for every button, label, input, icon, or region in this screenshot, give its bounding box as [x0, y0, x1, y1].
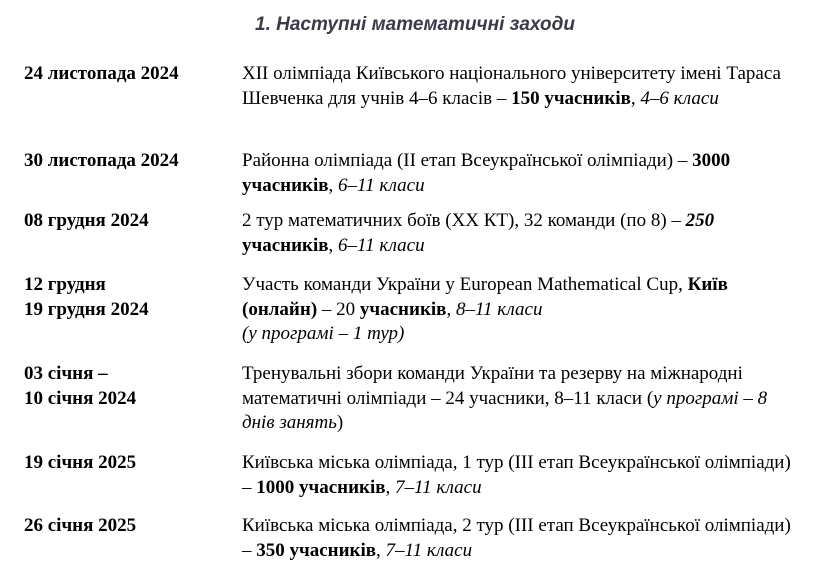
event-description-segment: 4–6 класи	[640, 87, 719, 109]
section-heading: 1. Наступні математичні заходи	[255, 14, 575, 35]
event-description-segment: 1000 учасників	[256, 476, 386, 498]
event-description-segment: Київ (онлайн)	[242, 274, 733, 320]
event-date	[24, 149, 234, 174]
event-description-segment: ,	[328, 234, 339, 256]
event-date-line: 10 січня 2024	[24, 387, 137, 409]
event-description	[242, 62, 802, 111]
event-description-segment: 150 учасників	[511, 87, 631, 109]
event-description	[242, 149, 802, 198]
event-description-segment: ,	[446, 298, 456, 320]
event-description-segment: ,	[376, 539, 386, 561]
event-date-line: 24 листопада 2024	[24, 63, 179, 84]
event-description-segment: учасників	[359, 298, 447, 320]
event-description-segment: 350 учасників	[256, 539, 377, 561]
event-description	[242, 514, 802, 563]
event-description-segment: 8–11 класи	[455, 298, 543, 320]
event-date	[24, 362, 234, 411]
event-description-segment: Київська міська олімпіада, 2 тур (ІІІ етап Всеукраїнської олімпіади) –	[242, 515, 796, 561]
event-date-line: 19 грудня 2024	[24, 298, 149, 320]
event-description-segment: 250	[685, 210, 715, 231]
event-date	[24, 514, 234, 539]
event-description-segment: 3000 учасників	[242, 150, 735, 196]
event-description-segment: )	[336, 412, 344, 433]
event-date	[24, 209, 234, 234]
event-description-segment: ,	[328, 174, 339, 196]
event-description-segment: у програмі – 8 днів занять	[242, 387, 772, 433]
event-description-segment: XII олімпіада Київського національного університету імені Тараса Шевченка для учнів 4–6 класів –	[242, 63, 786, 109]
event-description-segment: – 20	[317, 298, 360, 320]
event-description-segment: Участь команди України у European Mathematical Cup,	[242, 274, 688, 295]
event-date	[24, 62, 234, 87]
event-date-line: 30 листопада 2024	[24, 150, 179, 171]
event-description-segment: 6–11 класи	[338, 174, 425, 196]
event-date	[24, 273, 234, 322]
event-description-segment: 6–11 класи	[338, 234, 425, 256]
event-date-line: 26 січня 2025	[24, 515, 137, 536]
event-date-line: 03 січня –	[24, 363, 108, 384]
event-description	[242, 273, 802, 347]
event-description-segment: 7–11 класи	[385, 539, 473, 561]
event-date	[24, 451, 234, 476]
event-description-segment: Тренувальні збори команди України та резерву на міжнародні математичні олімпіади – 24 учасники, 8–11 класи (	[242, 363, 748, 409]
event-description-segment: Районна олімпіада (ІІ етап Всеукраїнської олімпіади) –	[242, 150, 693, 171]
event-description-segment: (у програмі – 1 тур)	[242, 323, 405, 344]
event-description	[242, 451, 802, 500]
event-date-line: 12 грудня	[24, 274, 106, 295]
event-description-segment: учасників	[242, 210, 719, 256]
event-description	[242, 209, 802, 258]
event-description	[242, 362, 802, 436]
event-description-segment: ,	[630, 87, 641, 109]
event-description-segment: ,	[385, 476, 396, 498]
event-description-segment: 7–11 класи	[395, 476, 482, 498]
event-description-segment: Київська міська олімпіада, 1 тур (ІІІ етап Всеукраїнської олімпіади) –	[242, 452, 796, 498]
event-description-segment: 2 тур математичних боїв (ХХ КТ), 32 команди (по 8) –	[242, 210, 686, 231]
event-date-line: 08 грудня 2024	[24, 210, 149, 231]
event-date-line: 19 січня 2025	[24, 452, 137, 473]
